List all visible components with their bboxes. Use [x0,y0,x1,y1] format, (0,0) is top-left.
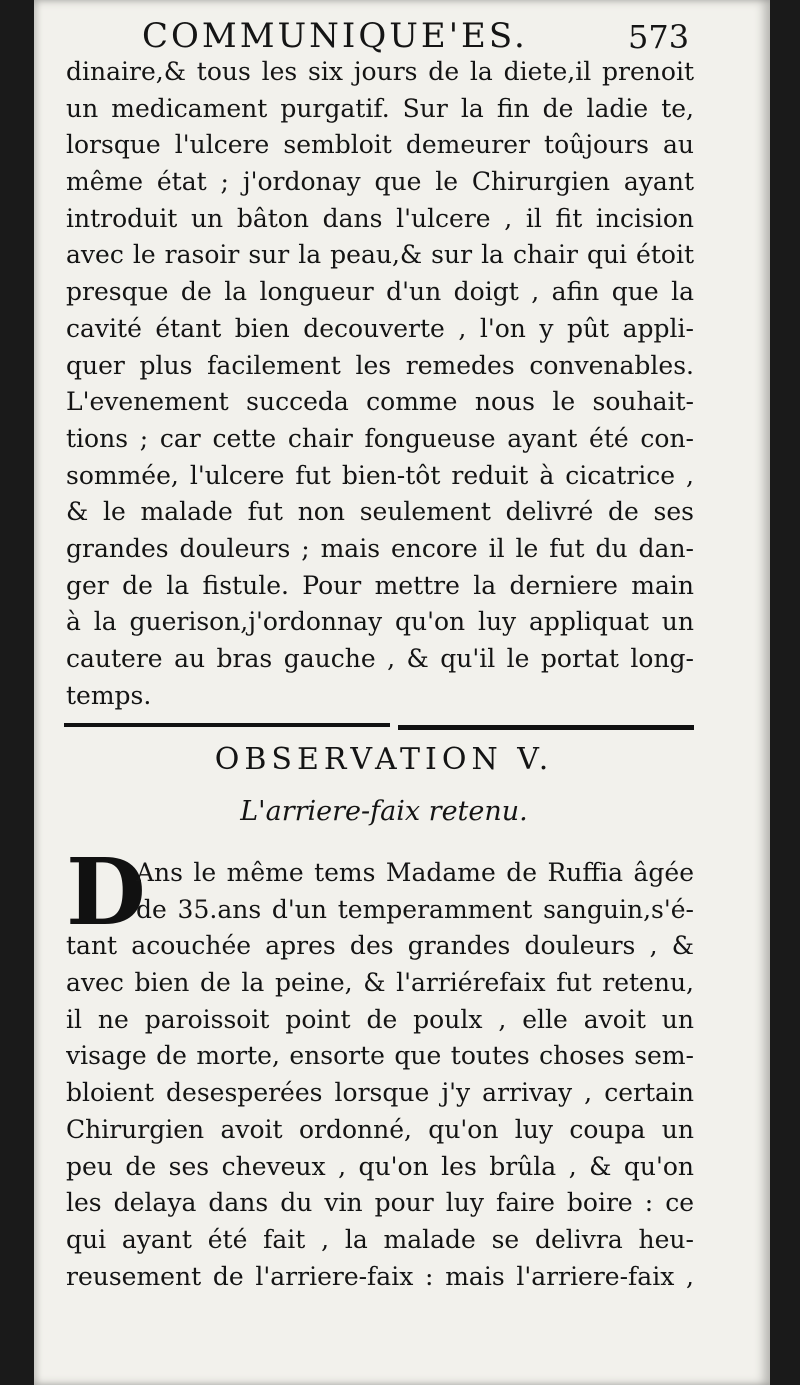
text-line: avec bien de la peine, & l'arriérefaix fut retenu, [66,968,694,998]
text-line: tions ; car cette chair fongueuse ayant été con- [66,423,694,453]
page-number: 573 [628,18,690,56]
divider-segment [398,725,694,730]
text-line: peu de ses cheveux , qu'on les brûla , & qu'on [66,1151,694,1181]
text-line: même état ; j'ordonay que le Chirurgien ayant [66,167,694,197]
text-line: Ans le même tems Madame de Ruffia âgée [136,858,694,887]
text-line: cavité étant bien decouverte , l'on y pût appli- [66,313,694,343]
text-line: ger de la fistule. Pour mettre la derniere main [66,570,694,600]
section-subtitle: L'arriere-faix retenu. [240,796,528,827]
text-line: quer plus facilement les remedes convenables. [66,350,694,380]
text-line: bloient desesperées lorsque j'y arrivay , certain [66,1078,694,1108]
text-line: avec le rasoir sur la peau,& sur la chair qui étoit [66,240,694,270]
section-title: OBSERVATION V. [214,742,554,777]
text-line: sommée, l'ulcere fut bien-tôt reduit à cicatrice , [66,460,694,490]
text-line: presque de la longueur d'un doigt , afin que la [66,277,694,307]
text-line: dinaire,& tous les six jours de la diete,il prenoit [66,57,694,86]
text-line: tant acouchée apres des grandes douleurs , & [66,931,694,961]
text-line: un medicament purgatif. Sur la fin de ladie te, [66,93,694,123]
text-line: Chirurgien avoit ordonné, qu'on luy coupa un [66,1114,694,1144]
text-line: & le malade fut non seulement delivré de ses [66,497,694,527]
text-line: les delaya dans du vin pour luy faire boire : ce [66,1188,694,1218]
text-line: reusement de l'arriere-faix : mais l'arriere-faix , [66,1261,694,1291]
divider-segment [64,723,390,727]
observation-paragraph [66,855,694,1295]
text-line: cautere au bras gauche , & qu'il le portat long- [66,644,694,673]
text-line: lorsque l'ulcere sembloit demeurer toûjours au [66,130,694,160]
text-line: qui ayant été fait , la malade se delivra heu- [66,1224,694,1254]
text-line: visage de morte, ensorte que toutes choses sem- [66,1041,694,1071]
text-line: L'evenement succeda comme nous le souhait- [66,387,694,417]
section-divider [64,722,694,728]
text-line: de 35.ans d'un temperamment sanguin,s'é- [136,894,694,924]
book-page [34,0,770,1385]
drop-cap: D [66,838,146,946]
continued-paragraph [66,54,694,714]
text-line: à la guerison,j'ordonnay qu'on luy appliquat un [66,607,694,637]
text-line: grandes douleurs ; mais encore il le fut du dan- [66,533,694,563]
text-line: introduit un bâton dans l'ulcere , il fit incision [66,203,694,233]
text-line: il ne paroissoit point de poulx , elle avoit un [66,1004,694,1034]
text-line: temps. [66,680,152,710]
running-head: COMMUNIQUE'ES. [142,16,528,56]
